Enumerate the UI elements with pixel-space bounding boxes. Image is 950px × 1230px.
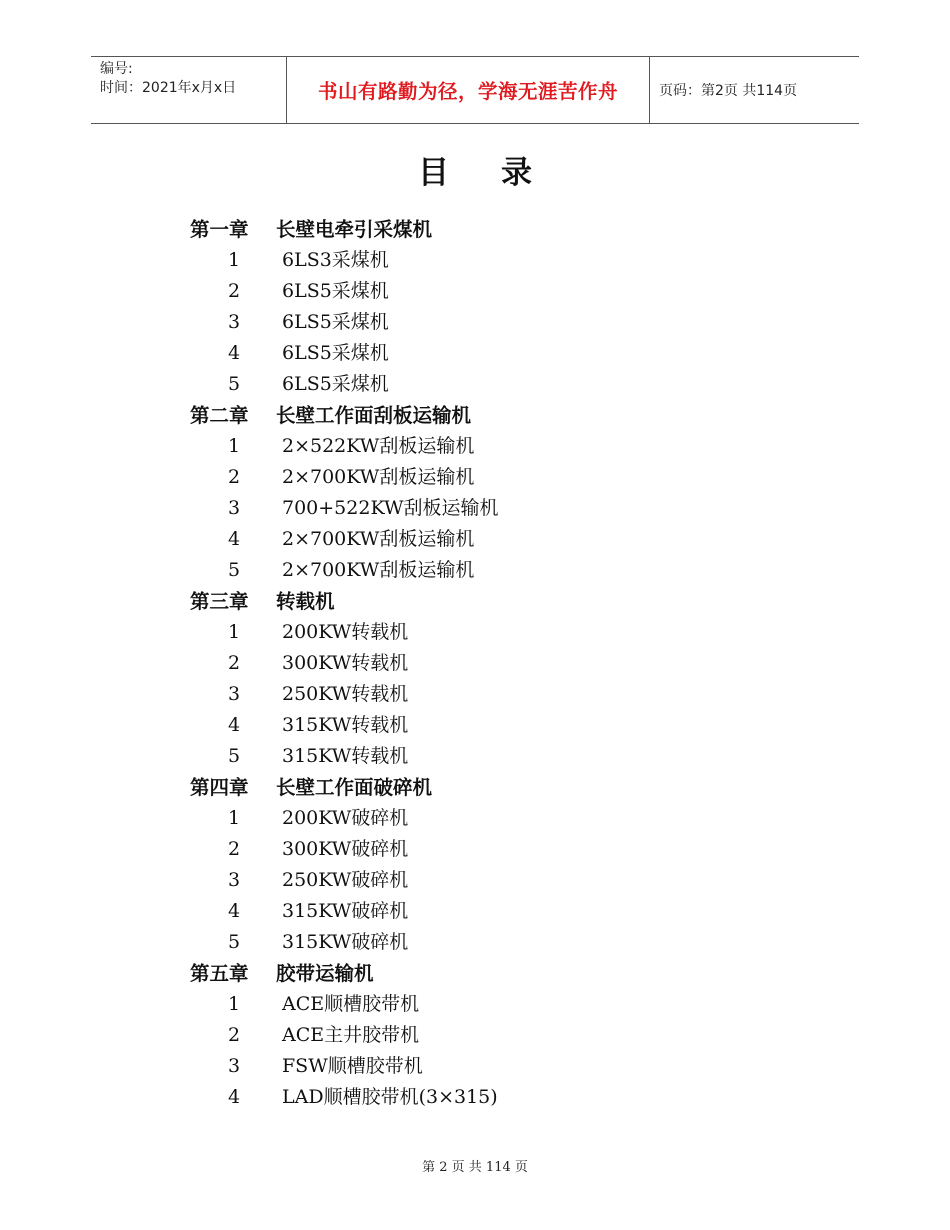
toc-item[interactable] xyxy=(190,679,471,710)
serial-label: 编号: xyxy=(100,61,133,77)
toc-item[interactable] xyxy=(190,524,475,555)
toc-item[interactable] xyxy=(190,493,499,524)
item-title: 2×700KW刮板运输机 xyxy=(282,528,475,550)
item-title: 315KW转载机 xyxy=(282,745,409,767)
chapter-number: 第三章 xyxy=(190,590,249,613)
chapter-number: 第四章 xyxy=(190,776,249,799)
item-title: 700+522KW刮板运输机 xyxy=(282,497,499,519)
chapter-number: 第一章 xyxy=(190,218,249,241)
item-title: 300KW转载机 xyxy=(282,652,409,674)
item-number: 5 xyxy=(228,931,241,953)
item-title: ACE顺槽胶带机 xyxy=(282,993,420,1015)
toc-item[interactable] xyxy=(190,245,471,276)
item-number: 1 xyxy=(228,249,241,271)
toc-item[interactable] xyxy=(190,741,471,772)
item-number: 4 xyxy=(228,342,241,364)
item-title: LAD顺槽胶带机(3×315) xyxy=(282,1086,498,1108)
toc-item[interactable] xyxy=(190,896,471,927)
toc-item[interactable] xyxy=(190,431,475,462)
toc-item[interactable] xyxy=(190,555,475,586)
chapter-number: 第二章 xyxy=(190,404,249,427)
header-meta xyxy=(100,60,236,98)
item-number: 3 xyxy=(228,869,241,891)
toc-item[interactable] xyxy=(190,462,475,493)
item-number: 4 xyxy=(228,714,241,736)
header-motto: 书山有路勤为径，学海无涯苦作舟 xyxy=(317,80,618,103)
item-title: 6LS5采煤机 xyxy=(282,280,389,302)
item-title: 200KW破碎机 xyxy=(282,807,409,829)
toc-item[interactable] xyxy=(190,307,471,338)
item-title: 6LS5采煤机 xyxy=(282,373,389,395)
item-title: 6LS5采煤机 xyxy=(282,311,389,333)
item-number: 2 xyxy=(228,466,241,488)
toc-chapter[interactable] xyxy=(190,214,471,245)
toc-item[interactable] xyxy=(190,834,471,865)
chapter-title: 转载机 xyxy=(276,590,335,613)
toc-item[interactable] xyxy=(190,989,471,1020)
item-title: 2×700KW刮板运输机 xyxy=(282,559,475,581)
header-page-info: 页码：第2页 共114页 xyxy=(659,83,798,99)
toc-item[interactable] xyxy=(190,617,471,648)
item-title: FSW顺槽胶带机 xyxy=(282,1055,423,1077)
item-number: 4 xyxy=(228,1086,241,1108)
page-footer: 第 2 页 共 114 页 xyxy=(422,1160,528,1175)
toc-item[interactable] xyxy=(190,338,471,369)
item-number: 3 xyxy=(228,683,241,705)
item-title: ACE主井胶带机 xyxy=(282,1024,420,1046)
item-number: 2 xyxy=(228,280,241,302)
item-title: 250KW破碎机 xyxy=(282,869,409,891)
item-number: 4 xyxy=(228,528,241,550)
header-divider xyxy=(649,57,650,123)
item-title: 200KW转载机 xyxy=(282,621,409,643)
toc-chapter[interactable] xyxy=(190,958,471,989)
item-title: 315KW破碎机 xyxy=(282,900,409,922)
toc-chapter[interactable] xyxy=(190,586,471,617)
toc-item[interactable] xyxy=(190,276,471,307)
chapter-number: 第五章 xyxy=(190,962,249,985)
chapter-title: 长壁工作面刮板运输机 xyxy=(276,404,472,427)
title-char: 目 xyxy=(418,155,449,191)
item-number: 2 xyxy=(228,652,241,674)
time-label: 时间：2021年x月x日 xyxy=(100,80,237,96)
item-number: 5 xyxy=(228,373,241,395)
item-title: 2×700KW刮板运输机 xyxy=(282,466,475,488)
page-header xyxy=(91,56,859,124)
item-number: 5 xyxy=(228,745,241,767)
item-title: 6LS5采煤机 xyxy=(282,342,389,364)
toc-item[interactable] xyxy=(190,1082,498,1113)
item-number: 3 xyxy=(228,497,241,519)
item-number: 1 xyxy=(228,435,241,457)
toc-chapter[interactable] xyxy=(190,772,471,803)
toc-item[interactable] xyxy=(190,865,471,896)
item-title: 2×522KW刮板运输机 xyxy=(282,435,475,457)
item-number: 2 xyxy=(228,838,241,860)
item-title: 315KW破碎机 xyxy=(282,931,409,953)
item-number: 5 xyxy=(228,559,241,581)
toc-item[interactable] xyxy=(190,1020,471,1051)
item-number: 2 xyxy=(228,1024,241,1046)
toc-item[interactable] xyxy=(190,1051,471,1082)
chapter-title: 胶带运输机 xyxy=(276,962,374,985)
item-title: 250KW转载机 xyxy=(282,683,409,705)
item-number: 1 xyxy=(228,621,241,643)
item-number: 4 xyxy=(228,900,241,922)
item-number: 3 xyxy=(228,311,241,333)
item-title: 315KW转载机 xyxy=(282,714,409,736)
item-number: 1 xyxy=(228,993,241,1015)
toc-item[interactable] xyxy=(190,369,471,400)
toc-item[interactable] xyxy=(190,803,471,834)
item-title: 6LS3采煤机 xyxy=(282,249,389,271)
title-char: 录 xyxy=(501,155,532,191)
chapter-title: 长壁工作面破碎机 xyxy=(276,776,433,799)
toc-item[interactable] xyxy=(190,927,471,958)
item-title: 300KW破碎机 xyxy=(282,838,409,860)
toc-item[interactable] xyxy=(190,710,471,741)
toc-chapter[interactable] xyxy=(190,400,471,431)
chapter-title: 长壁电牵引采煤机 xyxy=(276,218,433,241)
item-number: 3 xyxy=(228,1055,241,1077)
table-of-contents xyxy=(190,214,499,1113)
item-number: 1 xyxy=(228,807,241,829)
page-title xyxy=(0,147,950,192)
toc-item[interactable] xyxy=(190,648,471,679)
